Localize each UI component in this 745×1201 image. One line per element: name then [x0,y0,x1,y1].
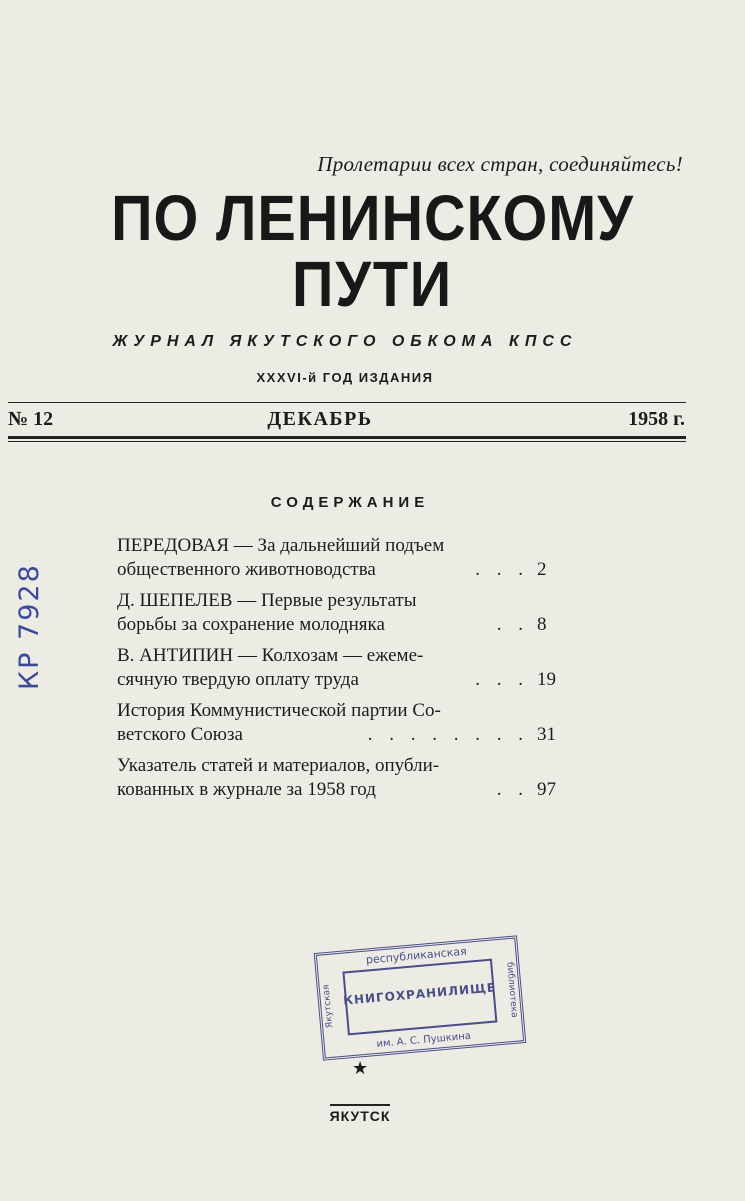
library-stamp-top: республиканская [365,944,468,967]
toc-entry [117,644,567,692]
library-stamp-right: библиотека [504,961,520,1019]
issue-month: ДЕКАБРЬ [267,408,373,430]
toc-entry-line1: Д. ШЕПЕЛЕВ — Первые результаты [117,590,417,611]
toc-page-number: 97 [537,779,556,800]
table-of-contents [117,534,567,802]
journal-title-line-1: ПО ЛЕНИНСКОМУ [111,182,634,254]
toc-entry-line1: ПЕРЕДОВАЯ — За дальнейший подъем [117,535,445,556]
divider-bottom-thin [8,441,686,442]
issue-number: № 12 [8,408,54,430]
toc-page-number: 31 [537,724,556,745]
library-stamp-middle: КНИГОХРАНИЛИЩЕ [342,980,497,1008]
toc-entry-line2: борьбы за сохранение молодняка [117,614,385,635]
toc-entry [117,589,567,637]
toc-leader-dots: . . [496,614,529,635]
toc-page-number: 8 [537,614,547,635]
handwritten-catalog-mark: КР 7928 [14,563,45,690]
library-stamp-left: Якутская [321,983,336,1029]
toc-leader-dots: . . . [475,669,529,690]
toc-leader-dots: . . [496,779,529,800]
slogan: Пролетарии всех стран, соединяйтесь! [317,152,683,176]
toc-entry-line1: В. АНТИПИН — Колхозам — ежеме- [117,645,424,666]
toc-page-number: 19 [537,669,556,690]
toc-entry [117,534,567,582]
toc-entry-line1: Указатель статей и материалов, опубли- [117,755,440,776]
publication-city [0,1108,720,1124]
toc-entry [117,754,567,802]
divider-top [8,402,686,403]
toc-entry-line2: общественного животноводства [117,559,376,580]
star-icon: ★ [352,1058,369,1078]
toc-entry-line1: История Коммунистической партии Со- [117,700,441,721]
toc-entry-line2: сячную твердую оплату труда [117,669,359,690]
toc-entry-line2: кованных в журнале за 1958 год [117,779,376,800]
divider-bottom-thick [8,436,686,439]
journal-subtitle: ЖУРНАЛ ЯКУТСКОГО ОБКОМА КПСС [112,333,578,350]
toc-leader-dots: . . . . . . . . [367,724,529,745]
toc-entry-line2: ветского Союза [117,724,243,745]
toc-page-number: 2 [537,559,547,580]
contents-heading: СОДЕРЖАНИЕ [270,494,430,511]
year-of-publication: XXXVI-й ГОД ИЗДАНИЯ [256,370,434,385]
publication-city-label: ЯКУТСК [330,1104,391,1124]
library-stamp [314,935,527,1060]
issue-year: 1958 г. [628,408,685,430]
toc-entry [117,699,567,747]
library-stamp-bottom: им. А. С. Пушкина [376,1030,472,1050]
toc-leader-dots: . . . [475,559,529,580]
journal-title-line-2: ПУТИ [291,248,454,320]
